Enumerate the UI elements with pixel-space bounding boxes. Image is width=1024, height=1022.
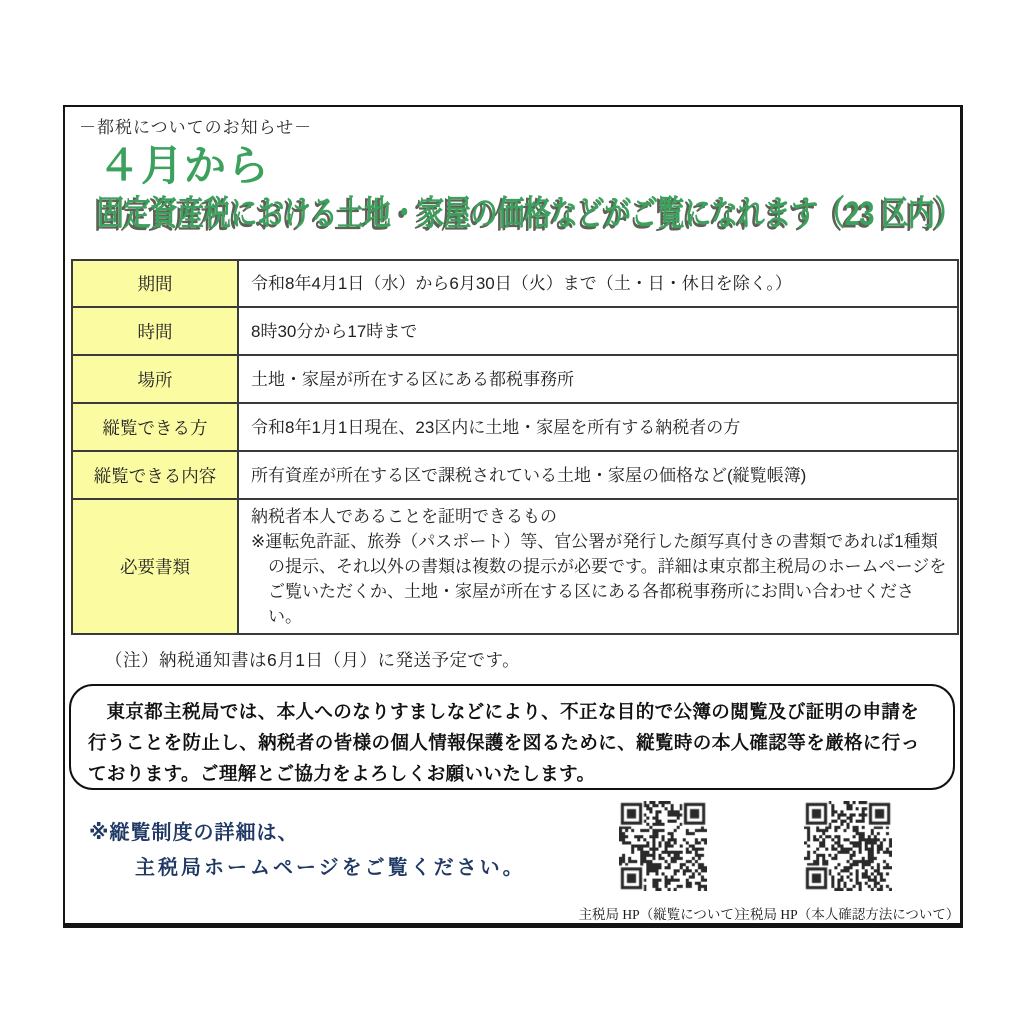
table-row-period — [72, 260, 958, 307]
table-row-eligible — [72, 403, 958, 451]
privacy-notice-text: 東京都主税局では、本人へのなりすましなどにより、不正な目的で公簿の閲覧及び証明の申請を行うことを防止し、納税者の皆様の個人情報保護を図るために、縦覧時の本人確認等を厳格に行っております。ご理解とご協力をよろしくお願いいたします。 — [88, 701, 920, 784]
row-value-place: 土地・家屋が所在する区にある都税事務所 — [238, 355, 958, 403]
table-row-hours — [72, 307, 958, 355]
qr-code-viewing-icon — [619, 801, 707, 891]
row-value-hours: 8時30分から17時まで — [238, 307, 958, 355]
row-header-eligible: 縦覧できる方 — [72, 403, 238, 451]
table-row-contents — [72, 451, 958, 499]
row-header-period: 期間 — [72, 260, 238, 307]
homepage-detail-line1: ※縦覧制度の詳細は、 — [89, 822, 299, 844]
qr-label-viewing: 主税局 HP（縦覧について） — [578, 907, 748, 922]
documents-note-text: ※運転免許証、旅券（パスポート）等、官公署が発行した顔写真付きの書類であれば1種類の提示、それ以外の書類は複数の提示が必要です。詳細は東京都主税局のホームページをご覧いただくか、土地・家屋が所在する区にある各都税事務所にお問い合わせください。 — [251, 532, 947, 626]
row-header-place: 場所 — [72, 355, 238, 403]
page-title-line2: 固定資産税における土地・家屋の価格などがご覧になれます（23 区内） — [97, 194, 962, 233]
documents-main-text: 納税者本人であることを証明できるもの — [251, 507, 557, 526]
table-row-place — [72, 355, 958, 403]
row-header-documents: 必要書類 — [72, 499, 238, 634]
row-value-period: 令和8年4月1日（水）から6月30日（火）まで（土・日・休日を除く。） — [238, 260, 958, 307]
row-value-documents — [238, 499, 958, 634]
privacy-notice-box — [69, 684, 955, 790]
row-header-hours: 時間 — [72, 307, 238, 355]
table-row-documents — [72, 499, 958, 634]
page-title-line1: ４月から — [98, 142, 271, 189]
homepage-detail-line2: 主税局ホームページをご覧ください。 — [135, 857, 526, 879]
qr-label-identity: 主税局 HP（本人確認方法について） — [736, 907, 960, 922]
viewing-info-table — [71, 259, 959, 635]
qr-block-identity — [728, 801, 968, 923]
row-value-eligible: 令和8年1月1日現在、23区内に土地・家屋を所有する納税者の方 — [238, 403, 958, 451]
qr-code-identity-icon — [804, 801, 892, 891]
row-value-contents: 所有資産が所在する区で課税されている土地・家屋の価格など(縦覧帳簿) — [238, 451, 958, 499]
mailing-note: （注）納税通知書は6月1日（月）に発送予定です。 — [105, 650, 521, 670]
notice-category-label: －都税についてのお知らせ－ — [79, 118, 313, 137]
row-header-contents: 縦覧できる内容 — [72, 451, 238, 499]
notice-sheet — [63, 105, 963, 928]
